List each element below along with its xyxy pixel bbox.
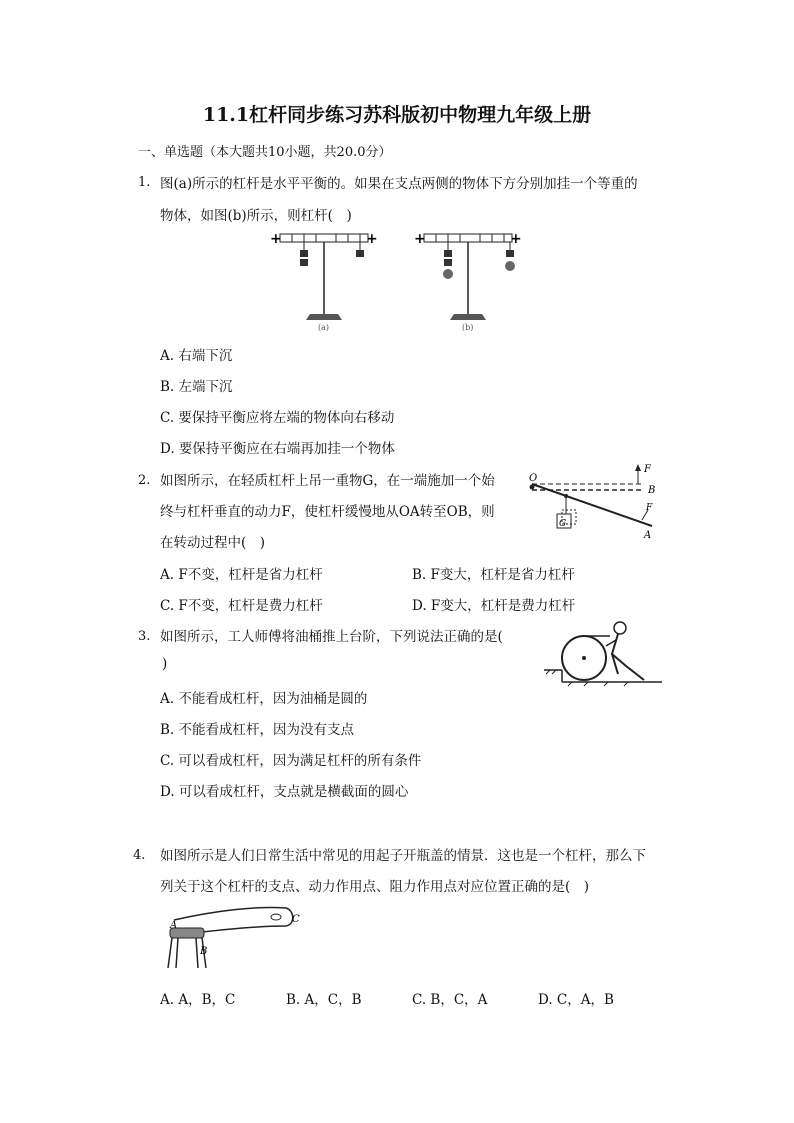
- bottle-opener-figure: [158, 904, 308, 972]
- label-o: O: [529, 473, 538, 484]
- fig-a-caption: (a): [318, 323, 330, 332]
- page-title: 11.1杠杆同步练习苏科版初中物理九年级上册: [202, 104, 592, 126]
- question-text: 图(a)所示的杠杆是水平平衡的。如果在支点两侧的物体下方分别加挂一个等重的: [160, 176, 638, 192]
- figure-b: [414, 231, 522, 332]
- question-number: 2.: [138, 473, 151, 488]
- question-number: 1.: [138, 175, 151, 190]
- figure-a: [270, 231, 378, 332]
- option-b[interactable]: B. 不能看成杠杆，因为没有支点: [160, 722, 355, 738]
- question-number: 4.: [133, 848, 146, 863]
- label-f-top: F: [644, 464, 651, 475]
- option-d[interactable]: D. 可以看成杠杆，支点就是横截面的圆心: [160, 784, 409, 800]
- question-text: ): [162, 656, 168, 672]
- question-text: 物体，如图(b)所示，则杠杆( ): [160, 208, 352, 224]
- option-b[interactable]: B. 左端下沉: [160, 379, 233, 395]
- option-c[interactable]: C. 可以看成杠杆，因为满足杠杆的所有条件: [160, 753, 422, 769]
- question-number: 3.: [138, 629, 151, 644]
- option-a[interactable]: A. A，B，C: [160, 992, 236, 1008]
- label-b: B: [648, 485, 656, 496]
- svg-text:+: +: [270, 231, 282, 247]
- option-d[interactable]: D. F变大，杠杆是费力杠杆: [412, 598, 576, 614]
- oil-drum-figure: [544, 618, 666, 688]
- option-d[interactable]: D. C，A，B: [538, 992, 614, 1008]
- section-heading: 一、单选题（本大题共10小题，共20.0分）: [138, 145, 392, 160]
- option-c[interactable]: C. 要保持平衡应将左端的物体向右移动: [160, 410, 395, 426]
- question-text: 在转动过程中( ): [160, 535, 266, 551]
- label-f-bottom: F: [646, 503, 653, 513]
- option-b[interactable]: B. F变大，杠杆是省力杠杆: [412, 567, 575, 583]
- label-c: C: [292, 914, 300, 925]
- label-b: B: [200, 946, 208, 957]
- svg-text:+: +: [510, 231, 522, 247]
- question-text: 如图所示是人们日常生活中常见的用起子开瓶盖的情景．这也是一个杠杆，那么下: [160, 848, 646, 864]
- option-d[interactable]: D. 要保持平衡应在右端再加挂一个物体: [160, 441, 395, 457]
- label-g: G: [559, 519, 567, 529]
- label-a: A: [644, 530, 652, 541]
- lever-rotation-figure: [526, 462, 660, 542]
- option-b[interactable]: B. A，C，B: [286, 992, 362, 1008]
- option-c[interactable]: C. F不变，杠杆是费力杠杆: [160, 598, 323, 614]
- svg-text:+: +: [366, 231, 378, 247]
- option-a[interactable]: A. F不变，杠杆是省力杠杆: [160, 567, 323, 583]
- label-a: A: [170, 920, 178, 931]
- question-text: 如图所示，在轻质杠杆上吊一重物G，在一端施加一个始: [160, 473, 495, 489]
- svg-text:+: +: [414, 231, 426, 247]
- option-a[interactable]: A. 右端下沉: [160, 348, 233, 364]
- option-a[interactable]: A. 不能看成杠杆，因为油桶是圆的: [160, 691, 368, 707]
- lever-balance-figure: [266, 226, 526, 338]
- question-text: 列关于这个杠杆的支点、动力作用点、阻力作用点对应位置正确的是( ): [160, 879, 590, 895]
- fig-b-caption: (b): [462, 323, 474, 332]
- option-c[interactable]: C. B，C，A: [412, 992, 488, 1008]
- question-text: 如图所示，工人师傅将油桶推上台阶，下列说法正确的是(: [160, 629, 503, 645]
- question-text: 终与杠杆垂直的动力F，使杠杆缓慢地从OA转至OB，则: [160, 504, 495, 520]
